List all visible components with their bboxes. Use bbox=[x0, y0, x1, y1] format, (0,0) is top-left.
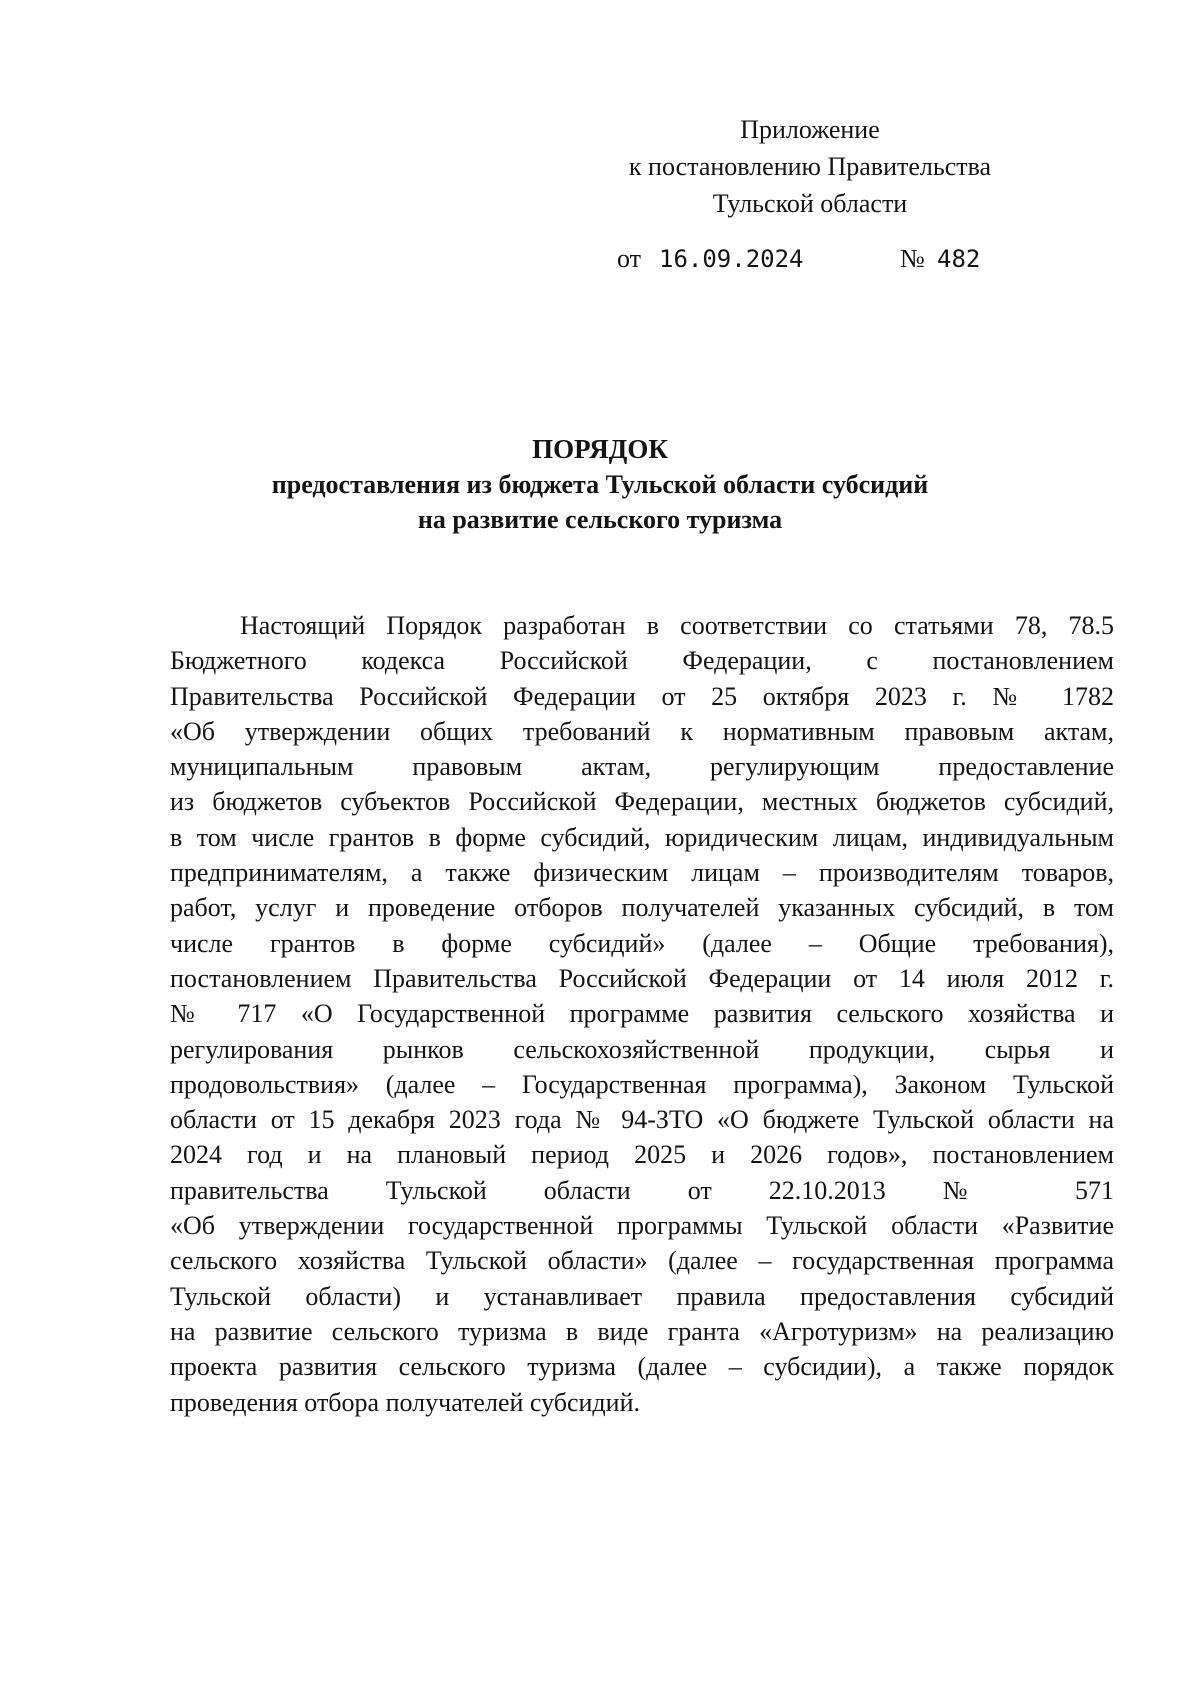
body-line: работ, услуг и проведение отборов получателей указанных субсидий, в том bbox=[170, 893, 1114, 923]
body-line: № 717 «О Государственной программе развития сельского хозяйства и bbox=[170, 999, 1114, 1029]
document-title bbox=[150, 432, 1050, 537]
body-line: «Об утверждении общих требований к нормативным правовым актам, bbox=[170, 716, 1114, 746]
appendix-reference: к постановлению Правительства bbox=[628, 152, 992, 181]
title-subtitle-line-1: предоставления из бюджета Тульской области субсидий bbox=[271, 470, 929, 499]
decree-number: 482 bbox=[937, 245, 981, 273]
decree-number-sign: № bbox=[900, 244, 925, 273]
body-line: проведения отбора получателей субсидий. bbox=[170, 1387, 640, 1417]
body-paragraph bbox=[170, 608, 1114, 1420]
body-line: «Об утверждении государственной программы Тульской области «Развитие bbox=[170, 1211, 1114, 1241]
decree-date: 16.09.2024 bbox=[659, 245, 804, 273]
appendix-header bbox=[600, 111, 1020, 222]
body-line: постановлением Правительства Российской Федерации от 14 июля 2012 г. bbox=[170, 963, 1114, 993]
body-line: на развитие сельского туризма в виде гранта «Агротуризм» на реализацию bbox=[170, 1316, 1114, 1346]
body-line: предпринимателям, а также физическим лицам – производителям товаров, bbox=[170, 858, 1114, 888]
title-subtitle-line-2: на развитие сельского туризма bbox=[417, 505, 783, 534]
body-line: проекта развития сельского туризма (далее – субсидии), а также порядок bbox=[170, 1352, 1114, 1382]
body-line: правительства Тульской области от 22.10.2013 № 571 bbox=[170, 1175, 1114, 1205]
body-line: области от 15 декабря 2023 года № 94-ЗТО «О бюджете Тульской области на bbox=[170, 1105, 1114, 1135]
appendix-label: Приложение bbox=[740, 115, 880, 144]
body-line: сельского хозяйства Тульской области» (далее – государственная программа bbox=[170, 1246, 1114, 1276]
decree-from-label: от bbox=[617, 244, 642, 273]
body-line: числе грантов в форме субсидий» (далее – Общие требования), bbox=[170, 928, 1114, 958]
body-line: продовольствия» (далее – Государственная программа), Законом Тульской bbox=[170, 1069, 1114, 1099]
body-line: 2024 год и на плановый период 2025 и 2026 годов», постановлением bbox=[170, 1140, 1114, 1170]
body-line: Бюджетного кодекса Российской Федерации, с постановлением bbox=[170, 646, 1114, 676]
body-line: регулирования рынков сельскохозяйственной продукции, сырья и bbox=[170, 1034, 1114, 1064]
decree-info bbox=[617, 242, 1017, 276]
title-main: ПОРЯДОК bbox=[532, 434, 668, 464]
body-line: Тульской области) и устанавливает правила предоставления субсидий bbox=[170, 1281, 1114, 1311]
body-line: в том числе грантов в форме субсидий, юридическим лицам, индивидуальным bbox=[170, 822, 1114, 852]
appendix-region: Тульской области bbox=[712, 189, 908, 218]
body-line: из бюджетов субъектов Российской Федерации, местных бюджетов субсидий, bbox=[170, 787, 1114, 817]
body-line: муниципальным правовым актам, регулирующим предоставление bbox=[170, 752, 1114, 782]
body-line: Настоящий Порядок разработан в соответствии со статьями 78, 78.5 bbox=[240, 611, 1114, 640]
body-line: Правительства Российской Федерации от 25 октября 2023 г. № 1782 bbox=[170, 681, 1114, 711]
